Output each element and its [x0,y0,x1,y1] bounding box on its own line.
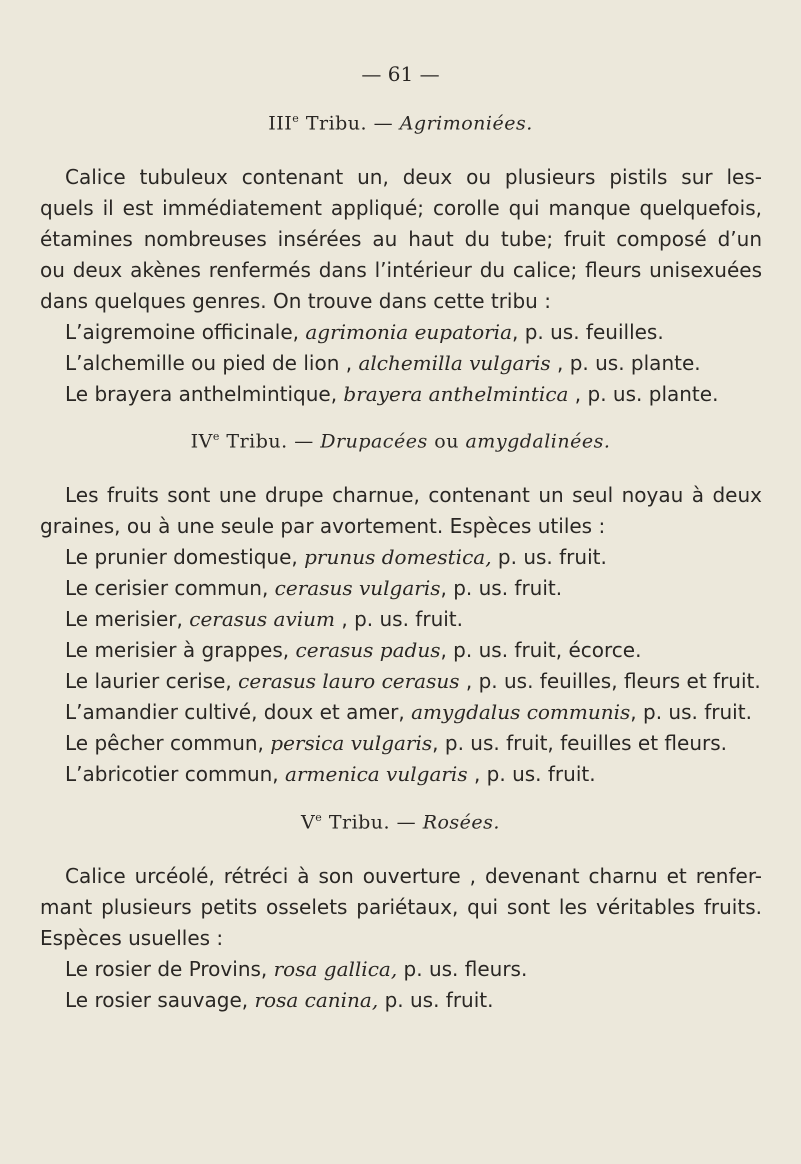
species-usage: , p. us. fruit. [467,762,596,786]
species-latin-name: rosa gallica, [273,957,398,981]
species-common-name: L’aigremoine officinale, [65,320,306,344]
species-usage: , p. us. feuilles, fleurs et fruit. [459,669,761,693]
species-common-name: Le brayera anthelmintique, [65,382,344,406]
species-usage: , p. us. fruit, écorce. [440,638,642,662]
paragraph-line: dans quelques genres. On trouve dans cette tribu : [40,289,551,313]
species-entry [65,543,607,571]
tribe-name: Agrimoniées. [399,112,533,135]
species-usage: p. us. fleurs. [397,957,528,981]
tribe-alt-name: amygdalinées. [465,430,611,453]
species-entry [65,760,596,788]
species-entry [65,667,761,695]
species-common-name: L’abricotier commun, [65,762,286,786]
species-common-name: L’amandier cultivé, doux et amer, [65,700,412,724]
paragraph-line: Les fruits sont une drupe charnue, contenant un seul noyau à deux [65,483,762,507]
species-usage: p. us. fruit. [491,545,607,569]
species-latin-name: agrimonia eupatoria [305,320,512,344]
species-usage: , p. us. plante. [550,351,701,375]
paragraph-line: quels il est immédiatement appliqué; corolle qui manque quelquefois, [40,196,762,220]
paragraph-line: ou deux akènes renfermés dans l’intérieur du calice; fleurs unisexuées [40,258,762,282]
species-common-name: Le merisier à grappes, [65,638,296,662]
tribe-numeral-suffix: e [292,112,300,125]
species-usage: , p. us. feuilles. [512,320,664,344]
species-entry [65,349,701,377]
species-entry [65,574,562,602]
tribe-heading [0,811,801,833]
species-entry [65,318,664,346]
species-entry [65,955,527,983]
paragraph-line: étamines nombreuses insérées au haut du tube; fruit composé d’un [40,227,762,251]
tribe-conjunction: ou [434,430,459,453]
tribe-heading [0,430,801,452]
species-latin-name: alchemilla vulgaris [358,351,551,375]
tribe-name: Rosées. [422,811,500,834]
tribe-heading [0,112,801,134]
species-latin-name: prunus domestica, [304,545,492,569]
tribe-dash: — [294,430,314,453]
species-common-name: L’alchemille ou pied de lion , [65,351,359,375]
paragraph-line: Espèces usuelles : [40,926,224,950]
species-common-name: Le rosier sauvage, [65,988,255,1012]
paragraph-line: Calice tubuleux contenant un, deux ou plusieurs pistils sur les- [65,165,762,189]
species-common-name: Le pêcher commun, [65,731,271,755]
paragraph-line: mant plusieurs petits osselets pariétaux, qui sont les véritables fruits. [40,895,762,919]
species-entry [65,605,463,633]
species-entry [65,380,718,408]
paragraph-line: graines, ou à une seule par avortement. Espèces utiles : [40,514,606,538]
species-latin-name: armenica vulgaris [285,762,468,786]
species-latin-name: rosa canina, [254,988,379,1012]
species-usage: , p. us. fruit. [630,700,752,724]
species-entry [65,986,494,1014]
species-entry [65,636,641,664]
species-usage: , p. us. fruit. [335,607,464,631]
species-usage: , p. us. plante. [568,382,719,406]
species-latin-name: cerasus lauro cerasus [238,669,460,693]
species-latin-name: cerasus vulgaris [274,576,441,600]
species-common-name: Le rosier de Provins, [65,957,274,981]
tribe-numeral: V [301,811,316,834]
tribe-label: Tribu. [305,112,368,135]
paragraph-line: Calice urcéolé, rétréci à son ouverture , devenant charnu et renfer- [65,864,762,888]
species-common-name: Le laurier cerise, [65,669,239,693]
tribe-numeral: IV [190,430,213,453]
species-common-name: Le cerisier commun, [65,576,275,600]
tribe-label: Tribu. [226,430,288,453]
species-common-name: Le merisier, [65,607,190,631]
species-entry [65,698,752,726]
species-entry [65,729,727,757]
page-number: — 61 — [361,62,440,86]
species-common-name: Le prunier domestique, [65,545,305,569]
tribe-numeral: III [268,112,293,135]
species-latin-name: cerasus avium [189,607,336,631]
species-latin-name: persica vulgaris [270,731,433,755]
tribe-name: Drupacées [320,430,428,453]
species-latin-name: amygdalus communis [411,700,631,724]
tribe-numeral-suffix: e [315,811,323,824]
species-usage: , p. us. fruit. [440,576,563,600]
tribe-dash: — [373,112,394,135]
species-usage: p. us. fruit. [378,988,494,1012]
tribe-numeral-suffix: e [212,430,220,443]
species-usage: , p. us. fruit, feuilles et fleurs. [432,731,727,755]
tribe-dash: — [396,811,417,834]
species-latin-name: cerasus padus [295,638,441,662]
tribe-label: Tribu. [328,811,391,834]
species-latin-name: brayera anthelmintica [343,382,569,406]
